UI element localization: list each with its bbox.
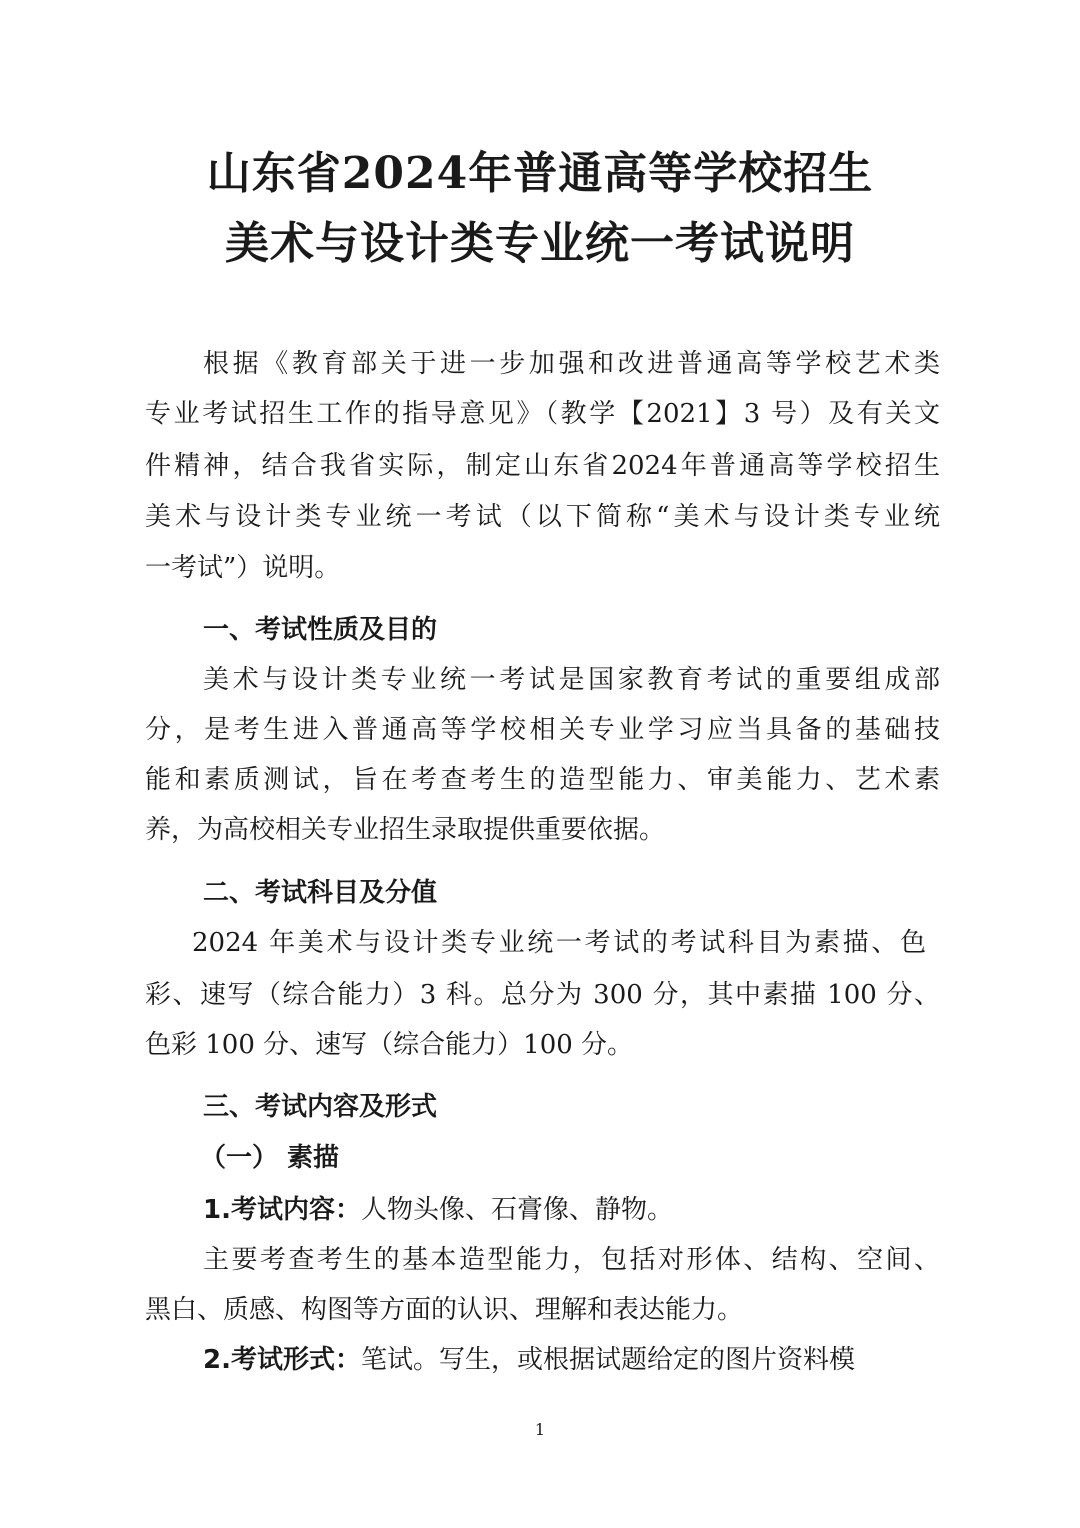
item-text: 人物头像、石膏像、静物。 (360, 1195, 673, 1225)
text-line: 彩、速写（综合能力）3 科。总分为 300 分，其中素描 100 分、 (145, 980, 940, 1010)
text-line: 专业考试招生工作的指导意见》（教学【2021】3 号）及有关文 (145, 399, 940, 429)
item-text: 笔试。写生，或根据试题给定的图片资料模 (360, 1345, 855, 1375)
text-line: 黑白、质感、构图等方面的认识、理解和表达能力。 (145, 1295, 744, 1325)
page-number: 1 (534, 1420, 546, 1439)
section-heading: 二、考试科目及分值 (203, 878, 438, 908)
text-line: 能和素质测试，旨在考查考生的造型能力、审美能力、艺术素 (145, 765, 940, 795)
text-line: 根据《教育部关于进一步加强和改进普通高等学校艺术类 (203, 349, 940, 379)
text-line: 美术与设计类专业统一考试是国家教育考试的重要组成部 (203, 665, 940, 695)
item-label: 1.考试内容： (203, 1195, 361, 1225)
text-line: 养，为高校相关专业招生录取提供重要依据。 (145, 815, 666, 845)
text-line: 美术与设计类专业统一考试（以下简称“美术与设计类专业统 (145, 502, 940, 532)
item-label: 2.考试形式： (203, 1345, 361, 1375)
item-1 (203, 1192, 940, 1228)
section-heading: 一、考试性质及目的 (203, 615, 438, 645)
text-line: 分，是考生进入普通高等学校相关专业学习应当具备的基础技 (145, 715, 940, 745)
subsection-heading: （一） 素描 (200, 1143, 340, 1173)
text-line: 2024 年美术与设计类专业统一考试的考试科目为素描、色 (192, 928, 926, 958)
item-2 (203, 1342, 940, 1378)
text-line: 件精神，结合我省实际，制定山东省2024年普通高等学校招生 (145, 451, 940, 481)
text-line: 一考试”）说明。 (145, 553, 341, 583)
title-line-1: 山东省2024年普通高等学校招生 (206, 148, 874, 199)
title-line-2: 美术与设计类专业统一考试说明 (225, 218, 855, 269)
section-heading: 三、考试内容及形式 (203, 1092, 438, 1122)
text-line: 色彩 100 分、速写（综合能力）100 分。 (145, 1030, 634, 1060)
text-line: 主要考查考生的基本造型能力，包括对形体、结构、空间、 (203, 1245, 940, 1275)
